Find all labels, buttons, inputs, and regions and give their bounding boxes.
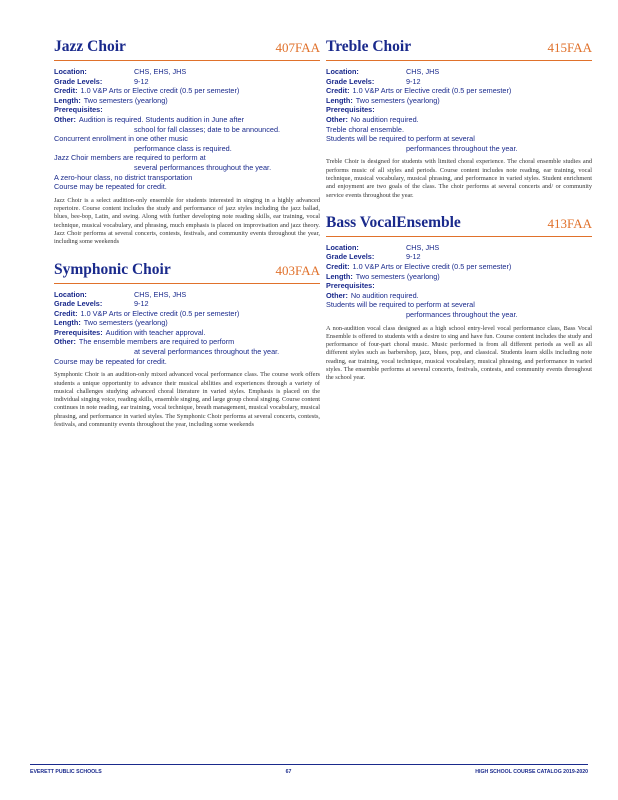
other-note-line (54, 173, 320, 183)
course-description: Treble Choir is designed for students with limited choral experience. The choral ensemble studies and performs music of all styles and periods. Course content includes note reading, ear training, vocal technique, musical vocabulary, musical phrasing, and performance in varied styles. Student enrichment and enjoyment are two goals of the class. The choir performs at several concerts and/ or community service events throughout the year. (326, 158, 592, 199)
location-value: CHS, JHS (406, 242, 440, 252)
length-label: Length: (54, 318, 81, 328)
location-label: Location: (54, 289, 87, 299)
left-column (54, 38, 320, 443)
length-label: Length: (326, 271, 353, 281)
other-label: Other: (326, 114, 348, 124)
course-title: Symphonic Choir (54, 260, 171, 278)
footer-district: EVERETT PUBLIC SCHOOLS (30, 769, 102, 775)
location-label: Location: (326, 242, 359, 252)
prerequisites-label: Prerequisites: (54, 327, 103, 337)
course-description: Jazz Choir is a select audition-only ensemble for students interested in singing in a highly advanced repertoire. Course content includes the study and performance of jazz styles including the jazz ballad, blues, bee-bop, Latin, and swing. Along with further developing note reading skills, ear training, vocal technique, musical vocabulary, and phrasing, much emphasis is placed on improvisation and jazz theory. Jazz Choir performs at several concerts, contests, festivals, and community events throughout the year, including some weekends (54, 196, 320, 246)
other-note-line (326, 125, 592, 135)
other-note-line (326, 291, 592, 301)
credit-label: Credit: (326, 86, 350, 96)
other-note-text: Audition is required. Students audition in June after (78, 114, 245, 124)
course-block (54, 38, 320, 247)
prerequisites-row (326, 281, 592, 291)
course-title: Jazz Choir (54, 38, 126, 55)
other-note-text: performances throughout the year. (406, 143, 518, 153)
grade-levels-row (326, 252, 592, 262)
prerequisites-label: Prerequisites: (326, 105, 375, 115)
grade-levels-value: 9-12 (134, 299, 149, 309)
length-value: Two semesters (yearlong) (355, 271, 440, 281)
course-header (54, 261, 320, 284)
course-title: Treble Choir (326, 38, 412, 55)
other-note-text: at several performances throughout the year. (134, 347, 280, 357)
grade-levels-label: Grade Levels: (326, 76, 375, 86)
course-header (54, 38, 320, 61)
other-note-line (54, 182, 320, 192)
grade-levels-row (54, 299, 320, 309)
course-description: A non-audition vocal class designed as a high school entry-level vocal performance class, Bass Vocal Ensemble is offered to students with a desire to sing and have fun. Course content includes the study and performance of four-part choral music. Music performed is from all different periods as well as all different styles such as barbershop, jazz, blues, pop, and classical. Students learn skills including note reading, ear training, vocal technique, musical vocabulary, musical phrasing, and performance in varied styles. The ensemble performs at several concerts, festivals, contests, and community events throughout the school year. (326, 324, 592, 382)
prerequisites-label: Prerequisites: (326, 281, 375, 291)
credit-label: Credit: (54, 308, 78, 318)
location-label: Location: (54, 67, 87, 76)
course-code: 403FAA (275, 262, 320, 278)
other-note-line (326, 134, 592, 144)
other-note-line (54, 125, 320, 135)
footer-page-number: 67 (285, 769, 292, 775)
other-note-text: Concurrent enrollment in one other music (54, 134, 188, 144)
other-note-line (326, 144, 592, 154)
grade-levels-value: 9-12 (134, 76, 149, 86)
length-value: Two semesters (yearlong) (355, 95, 440, 105)
other-label: Other: (54, 337, 76, 347)
grade-levels-label: Grade Levels: (54, 76, 103, 86)
credit-row (326, 86, 592, 96)
course-code: 415FAA (547, 40, 592, 55)
other-note-line (54, 347, 320, 357)
length-row (54, 318, 320, 328)
course-description: Symphonic Choir is an audition-only mixed advanced vocal performance class. The course work offers students a unique opportunity to advance their musical abilities and experiences through a variety of musical challenges studying advanced choral literature in varied styles. Emphasis is placed on the individual singing voice, reading skills, ensemble singing, and large group choral singing. Course content continues in note reading, ear training, vocal technique, breath management, musical vocabulary, musical phrasing, and performance in varied styles. The Symphonic Choir performs at several concerts, contests, festivals, and community events throughout the year, including some weekends (54, 371, 320, 429)
credit-value: 1.0 V&P Arts or Elective credit (0.5 per semester) (80, 86, 240, 96)
other-note-line (326, 310, 592, 320)
credit-value: 1.0 V&P Arts or Elective credit (0.5 per semester) (352, 86, 512, 96)
right-column (326, 38, 592, 397)
other-note-text: Jazz Choir members are required to perform at (54, 153, 206, 163)
other-note-line (326, 115, 592, 125)
course-block (326, 214, 592, 383)
other-note-line (54, 134, 320, 144)
location-row (54, 67, 320, 77)
other-note-line (326, 300, 592, 310)
other-note-text: Students will be required to perform at several (326, 300, 475, 310)
other-note-text: Students will be required to perform at several (326, 134, 475, 144)
course-title: Bass VocalEnsemble (326, 213, 461, 231)
other-label: Other: (54, 114, 76, 124)
credit-label: Credit: (54, 86, 78, 96)
credit-row (326, 262, 592, 272)
other-note-text: The ensemble members are required to perform (78, 337, 235, 347)
length-row (54, 96, 320, 106)
course-block (326, 38, 592, 200)
length-value: Two semesters (yearlong) (83, 318, 168, 328)
length-row (326, 272, 592, 282)
credit-row (54, 309, 320, 319)
grade-levels-row (326, 77, 592, 87)
other-label: Other: (326, 290, 348, 300)
other-note-line (54, 153, 320, 163)
other-note-line (54, 337, 320, 347)
credit-value: 1.0 V&P Arts or Elective credit (0.5 per semester) (352, 262, 512, 272)
other-note-line (54, 163, 320, 173)
prerequisites-value: Audition with teacher approval. (105, 327, 206, 337)
prerequisites-row (54, 105, 320, 115)
course-header (326, 214, 592, 237)
page-footer (30, 764, 588, 775)
other-note-text: school for fall classes; date to be announced. (134, 124, 281, 134)
grade-levels-value: 9-12 (406, 252, 421, 262)
prerequisites-row (326, 105, 592, 115)
location-row (326, 67, 592, 77)
other-note-line (54, 115, 320, 125)
other-note-text: No audition required. (350, 290, 419, 300)
other-note-text: several performances throughout the year. (134, 162, 272, 172)
credit-value: 1.0 V&P Arts or Elective credit (0.5 per semester) (80, 308, 240, 318)
grade-levels-label: Grade Levels: (326, 252, 375, 262)
location-value: CHS, EHS, JHS (134, 67, 187, 76)
other-note-text: No audition required. (350, 114, 419, 124)
prerequisites-label: Prerequisites: (54, 105, 103, 115)
location-label: Location: (326, 67, 359, 76)
location-row (54, 290, 320, 300)
length-row (326, 96, 592, 106)
footer-catalog: HIGH SCHOOL COURSE CATALOG 2019-2020 (475, 769, 588, 775)
credit-label: Credit: (326, 262, 350, 272)
course-code: 413FAA (547, 215, 592, 231)
other-note-line (54, 144, 320, 154)
location-row (326, 243, 592, 253)
length-label: Length: (54, 95, 81, 105)
location-value: CHS, EHS, JHS (134, 289, 187, 299)
course-code: 407FAA (275, 40, 320, 55)
grade-levels-label: Grade Levels: (54, 299, 103, 309)
prerequisites-row (54, 328, 320, 338)
other-note-line (54, 357, 320, 367)
grade-levels-row (54, 77, 320, 87)
length-label: Length: (326, 95, 353, 105)
course-header (326, 38, 592, 61)
other-note-text: performances throughout the year. (406, 309, 518, 319)
other-note-text: A zero-hour class, no district transportation (54, 172, 193, 182)
other-note-text: performance class is required. (134, 143, 232, 153)
course-block (54, 261, 320, 430)
length-value: Two semesters (yearlong) (83, 95, 168, 105)
other-note-text: Course may be repeated for credit. (54, 356, 167, 366)
grade-levels-value: 9-12 (406, 76, 421, 86)
other-note-text: Course may be repeated for credit. (54, 182, 167, 192)
location-value: CHS, JHS (406, 67, 440, 76)
credit-row (54, 86, 320, 96)
other-note-text: Treble choral ensemble. (326, 124, 405, 134)
